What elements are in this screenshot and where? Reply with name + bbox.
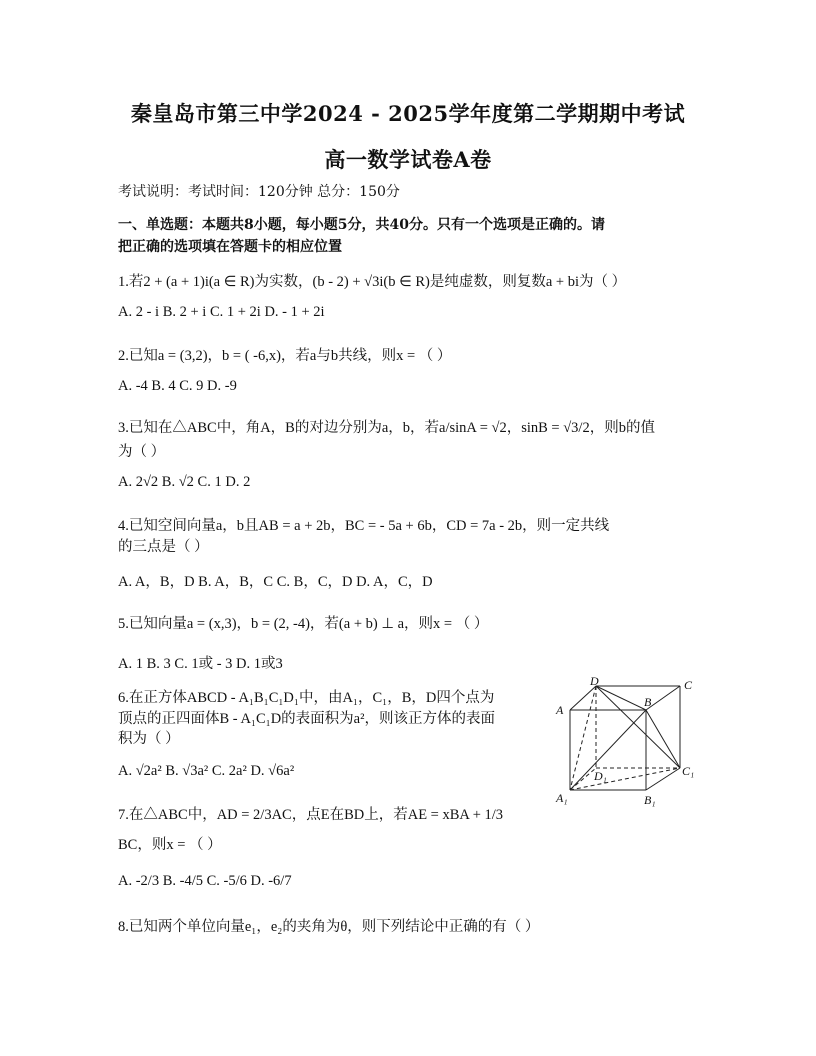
label-A1: A₁ bbox=[556, 791, 568, 805]
label-D1: D₁ bbox=[594, 769, 607, 783]
section-heading-line2: 把正确的选项填在答题卡的相应位置 bbox=[118, 239, 342, 255]
exam-info: 考试说明：考试时间：120分钟 总分：150分 bbox=[118, 184, 400, 200]
section-heading-line1: 一、单选题：本题共8小题，每小题5分，共40分。只有一个选项是正确的。请 bbox=[118, 217, 605, 233]
question-4-stem-line2: 的三点是（ ） bbox=[118, 539, 209, 555]
edge-DC1 bbox=[596, 686, 680, 768]
question-6-stem-line3: 积为（ ） bbox=[118, 731, 180, 747]
question-5-stem: 5.已知向量a = (x,3)，b = (2, -4)，若(a + b) ⊥ a，则x = （ ） bbox=[118, 616, 489, 632]
question-6-options: A. √2a² B. √3a² C. 2a² D. √6a² bbox=[118, 763, 295, 779]
question-1-options: A. 2 - i B. 2 + i C. 1 + 2i D. - 1 + 2i bbox=[118, 304, 325, 320]
label-A: A bbox=[556, 703, 564, 717]
question-7-options: A. -2/3 B. -4/5 C. -5/6 D. -6/7 bbox=[118, 873, 292, 889]
label-C: C bbox=[684, 678, 693, 692]
edge-AD bbox=[570, 686, 596, 710]
label-B1: B₁ bbox=[644, 793, 656, 807]
question-4-stem-line1: 4.已知空间向量a，b且AB = a + 2b，BC = - 5a + 6b，CD = 7a - 2b，则一定共线 bbox=[118, 518, 610, 534]
question-6-stem-line1: 6.在正方体ABCD - A₁B₁C₁D₁中，由A₁，C₁，B，D四个点为 bbox=[118, 690, 495, 706]
label-C1: C₁ bbox=[682, 764, 695, 778]
edge-DB bbox=[596, 686, 646, 710]
edge-A1B bbox=[570, 710, 646, 790]
cube-figure bbox=[552, 676, 702, 808]
edge-DA1 bbox=[570, 686, 596, 790]
label-D: D bbox=[590, 676, 599, 688]
exam-subtitle: 高一数学试卷A卷 bbox=[324, 147, 492, 172]
question-7-stem-line1: 7.在△ABC中，AD = 2/3AC，点E在BD上，若AE = xBA + 1/3 bbox=[118, 807, 504, 823]
question-6-stem-line2: 顶点的正四面体B - A₁C₁D的表面积为a²，则该正方体的表面 bbox=[118, 711, 495, 727]
question-8-stem: 8.已知两个单位向量e₁，e₂的夹角为θ，则下列结论中正确的有（ ） bbox=[118, 919, 540, 935]
question-3-stem-line2: 为（ ） bbox=[118, 444, 166, 460]
question-2-stem: 2.已知a = (3,2)，b = ( -6,x)，若a与b共线，则x = （ ） bbox=[118, 348, 452, 364]
edge-BC1 bbox=[646, 710, 680, 768]
exam-title: 秦皇岛市第三中学2024 - 2025学年度第二学期期中考试 bbox=[130, 101, 686, 126]
question-2-options: A. -4 B. 4 C. 9 D. -9 bbox=[118, 378, 237, 394]
question-3-options: A. 2√2 B. √2 C. 1 D. 2 bbox=[118, 474, 251, 490]
label-B: B bbox=[644, 695, 652, 709]
question-5-options: A. 1 B. 3 C. 1或 - 3 D. 1或3 bbox=[118, 656, 283, 672]
question-7-stem-line2: BC，则x = （ ） bbox=[118, 837, 222, 853]
question-3-stem-line1: 3.已知在△ABC中，角A，B的对边分别为a，b，若a/sinA = √2，sinB = √3/2，则b的值 bbox=[118, 420, 655, 436]
question-4-options: A. A，B，D B. A，B，C C. B，C，D D. A，C，D bbox=[118, 574, 433, 590]
edge-A1D1 bbox=[570, 768, 596, 790]
question-1-stem: 1.若2 + (a + 1)i(a ∈ R)为实数，(b - 2) + √3i(b ∈ R)是纯虚数，则复数a + bi为（ ） bbox=[118, 274, 627, 290]
